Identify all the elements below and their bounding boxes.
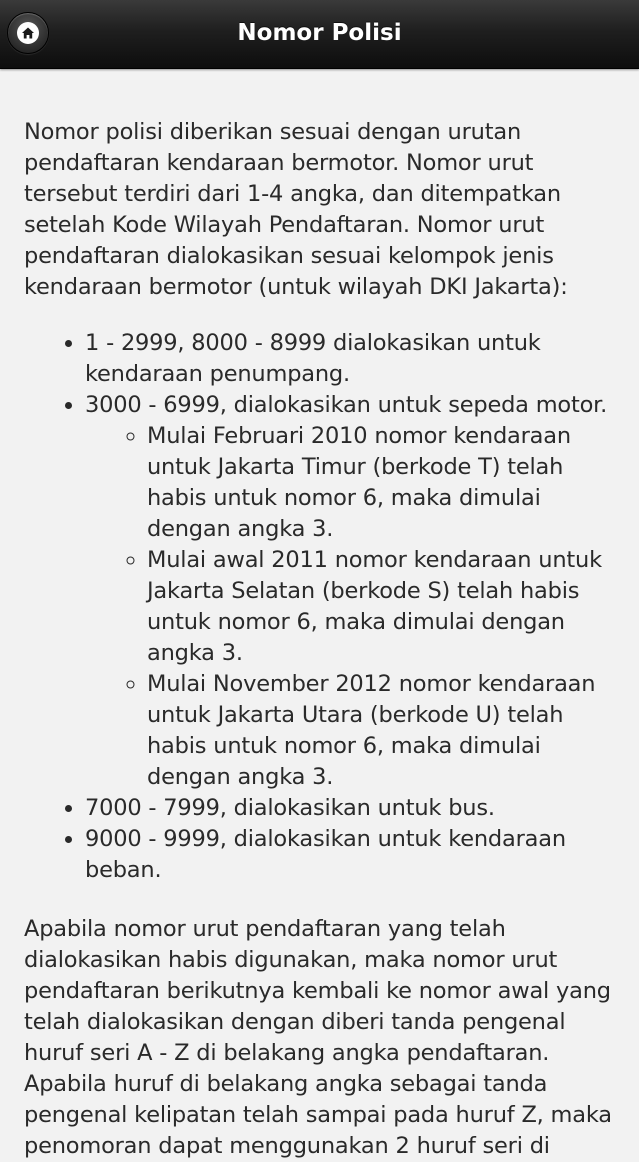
list-item: • 3000 - 6999, dialokasikan untuk sepeda motor. ◦ Mulai Februari 2010 nomor kendaraan untuk Jakarta Timur (berkode T) telah habis untuk nomor 6, maka dimulai dengan angka 3. ◦ Mulai awal 2011 nomor kendaraan untuk Jakarta Selatan (berkode S) telah habis untuk nomor 6, maka dimulai dengan angka 3. ◦ Mulai November 2012 nomor kendaraan untuk Jakarta Utara (berkode U) telah habis untuk nomor 6, maka dimulai dengan angka 3. [85, 390, 614, 793]
sub-list-item: ◦ Mulai November 2012 nomor kendaraan untuk Jakarta Utara (berkode U) telah habis untuk nomor 6, maka dimulai dengan angka 3. [147, 669, 614, 793]
list-item: • 7000 - 7999, dialokasikan untuk bus. [85, 793, 614, 824]
list-item: • 9000 - 9999, dialokasikan untuk kendaraan beban. [85, 824, 614, 886]
allocation-list [24, 328, 614, 886]
sub-list-item: ◦ Mulai awal 2011 nomor kendaraan untuk Jakarta Selatan (berkode S) telah habis untuk nomor 6, maka dimulai dengan angka 3. [147, 545, 614, 669]
sub-list [85, 421, 614, 793]
page-title: Nomor Polisi [237, 20, 402, 46]
navigation-bar [0, 0, 639, 69]
article-content [24, 117, 614, 1162]
list-item: • 1 - 2999, 8000 - 8999 dialokasikan untuk kendaraan penumpang. [85, 328, 614, 390]
sub-list-item: ◦ Mulai Februari 2010 nomor kendaraan untuk Jakarta Timur (berkode T) telah habis untuk nomor 6, maka dimulai dengan angka 3. [147, 421, 614, 545]
second-paragraph: Apabila nomor urut pendaftaran yang telah dialokasikan habis digunakan, maka nomor urut pendaftaran berikutnya kembali ke nomor awal yang telah dialokasikan dengan diberi tanda pengenal huruf seri A - Z di belakang angka pendaftaran. Apabila huruf di belakang angka sebagai tanda pengenal kelipatan telah sampai pada huruf Z, maka penomoran dapat menggunakan 2 huruf seri di [24, 916, 612, 1159]
intro-paragraph: Nomor polisi diberikan sesuai dengan urutan pendaftaran kendaraan bermotor. Nomor urut tersebut terdiri dari 1-4 angka, dan ditempatkan setelah Kode Wilayah Pendaftaran. Nomor urut pendaftaran dialokasikan sesuai kelompok jenis kendaraan bermotor (untuk wilayah DKI Jakarta): [24, 119, 568, 300]
